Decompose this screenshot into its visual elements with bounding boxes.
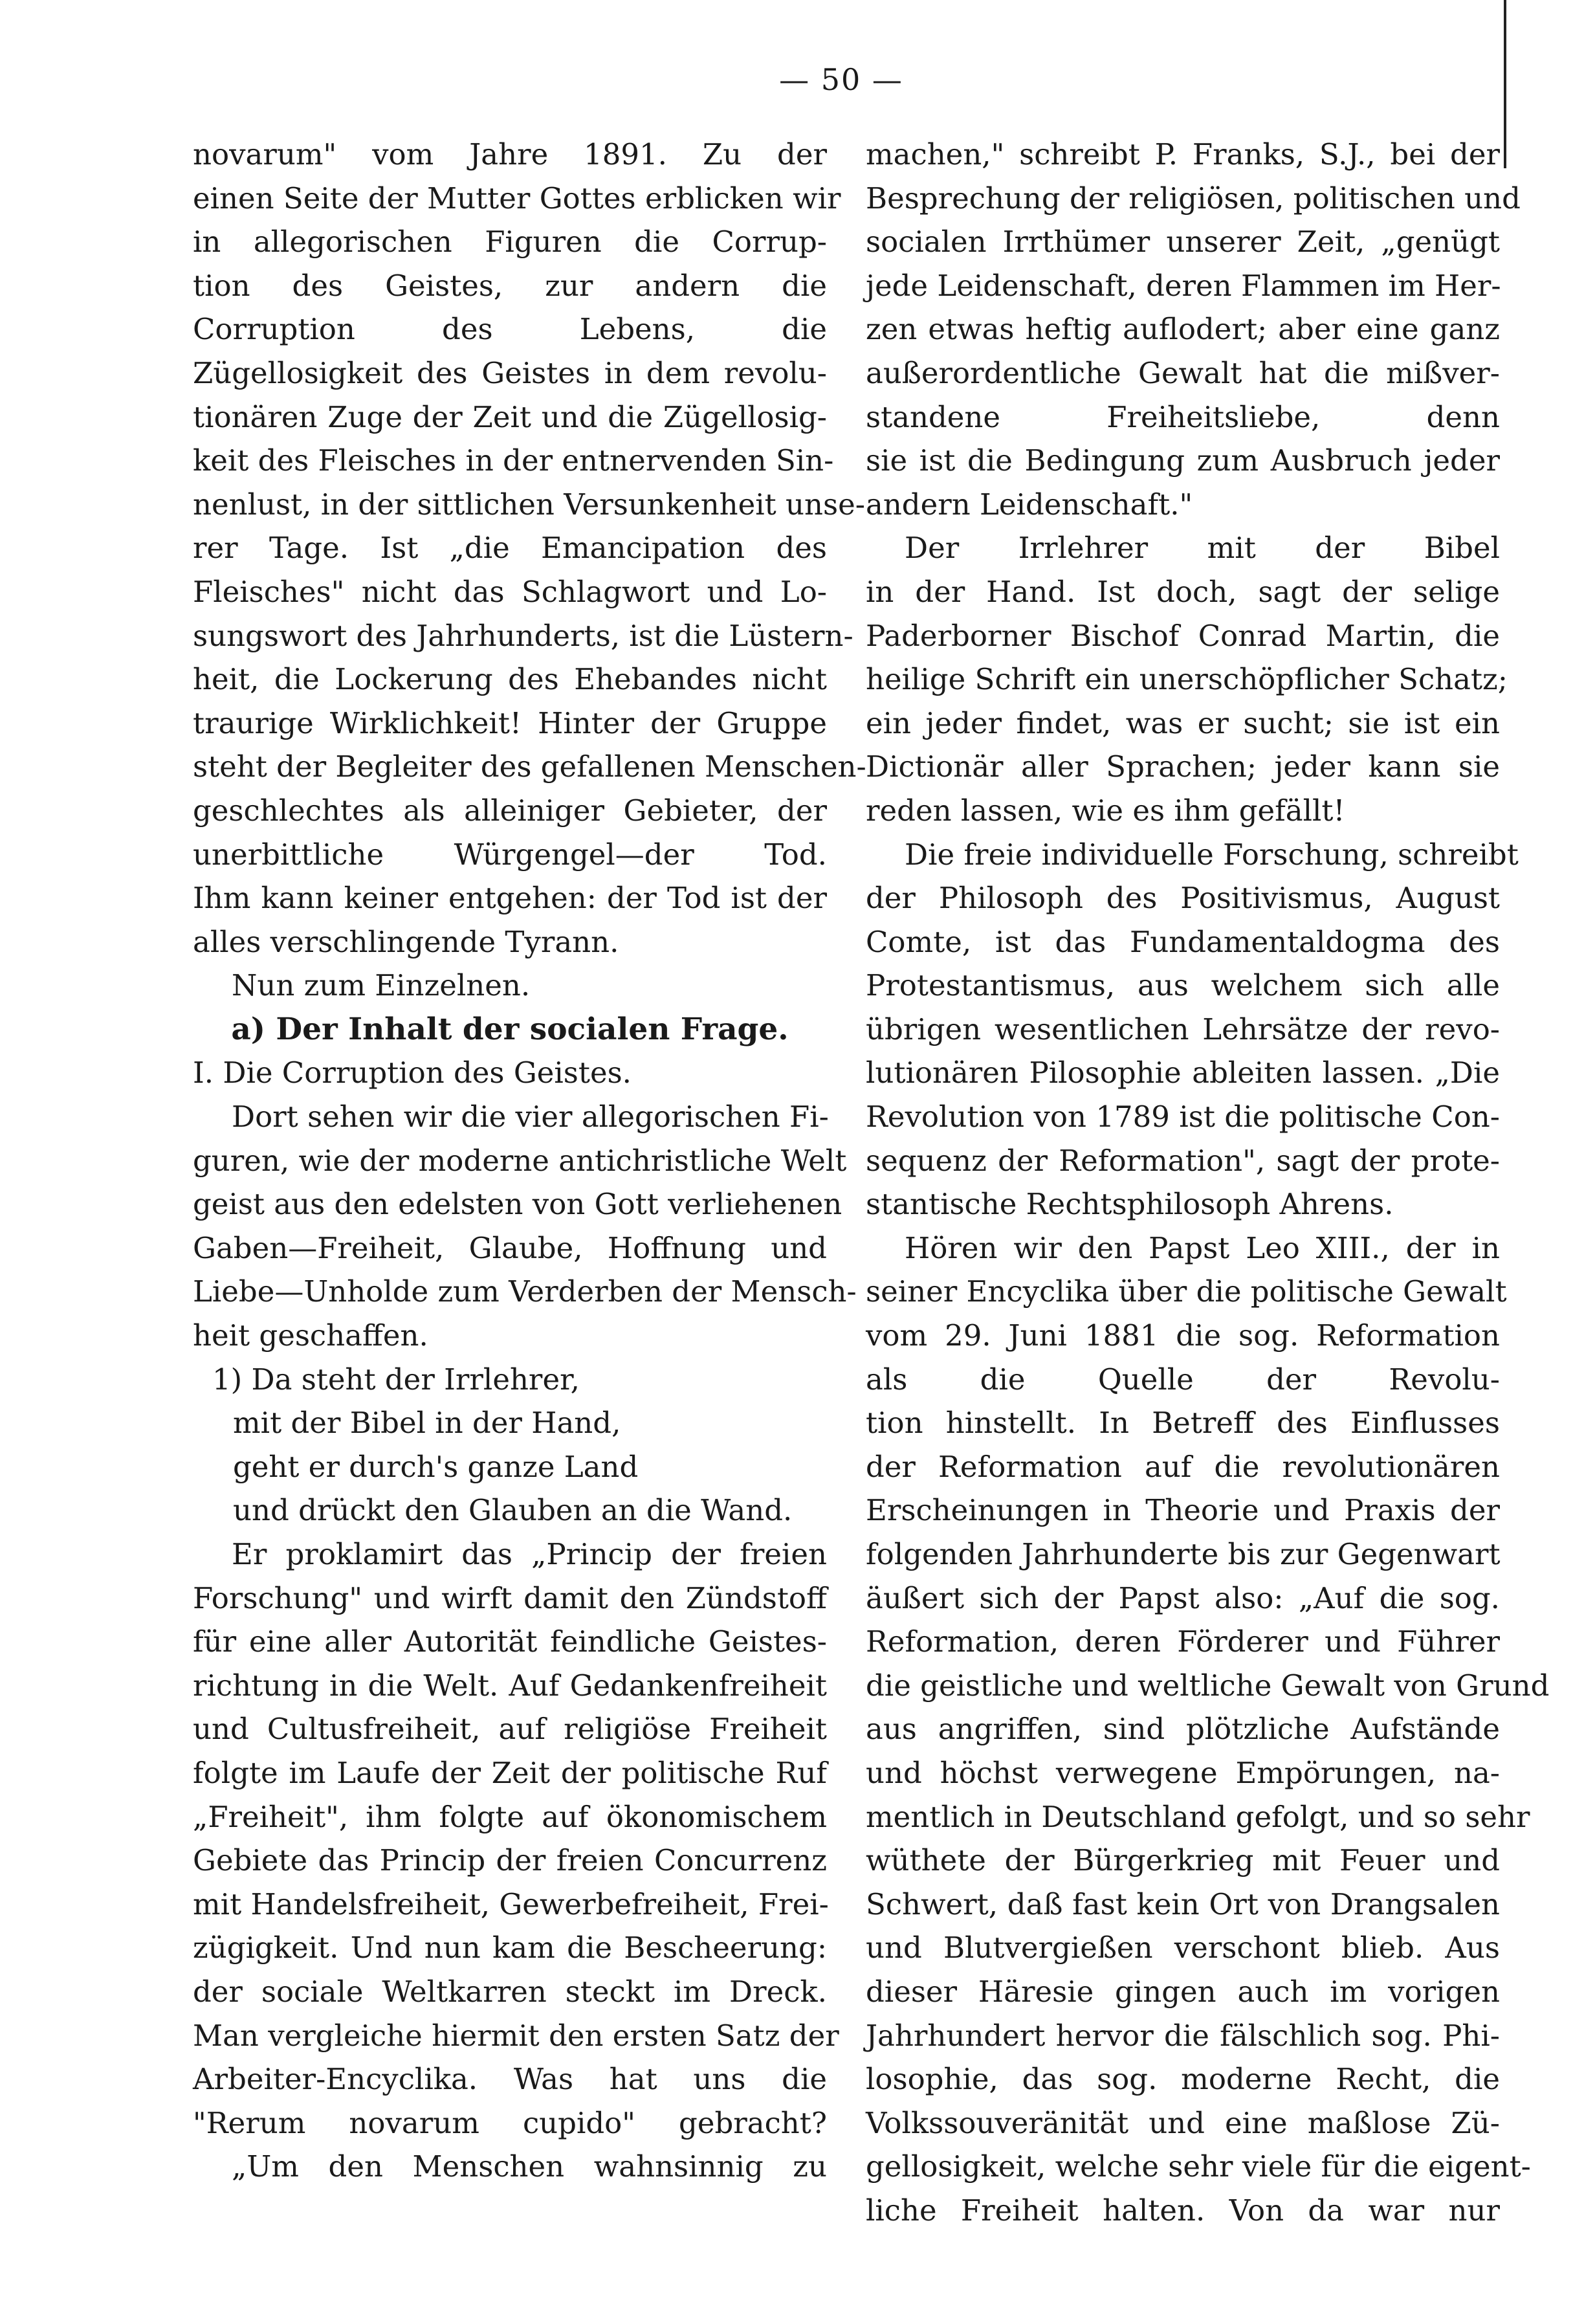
- verse-line: geht er durch's ganze Land: [233, 1449, 639, 1484]
- text-line: guren, wie der moderne antichristliche Welt: [193, 1143, 847, 1178]
- text-line: folgte im Laufe der Zeit der politische Ruf: [193, 1755, 827, 1790]
- text-line: Er proklamirt das „Princip der freien: [232, 1537, 827, 1571]
- text-line: rer Tage. Ist „die Emancipation des: [193, 531, 827, 566]
- text-line: unerbittliche Würgengel—der Tod.: [193, 837, 827, 872]
- verse-line: und drückt den Glauben an die Wand.: [233, 1493, 793, 1528]
- text-line: geist aus den edelsten von Gott verliehenen: [193, 1187, 842, 1222]
- text-line: „Um den Menschen wahnsinnig zu: [232, 2149, 827, 2184]
- text-line: „Freiheit", ihm folgte auf ökonomischem: [193, 1799, 827, 1834]
- text-line: traurige Wirklichkeit! Hinter der Gruppe: [193, 705, 827, 740]
- text-line: Arbeiter-Encyclika. Was hat uns die: [193, 2062, 827, 2097]
- text-line: sungswort des Jahrhunderts, ist die Lüstern-: [193, 618, 853, 653]
- text-line: "Rerum novarum cupido" gebracht?: [193, 2105, 827, 2140]
- text-line: Dort sehen wir die vier allegorischen Fi-: [232, 1100, 829, 1134]
- text-line: Hören wir den Papst Leo XIII., der in: [905, 1230, 1500, 1265]
- text-line: ein jeder findet, was er sucht; sie ist ein: [866, 705, 1500, 740]
- text-line: Man vergleiche hiermit den ersten Satz der: [193, 2018, 839, 2053]
- text-line: andern Leidenschaft.": [866, 487, 1193, 522]
- text-line: zen etwas heftig auflodert; aber eine ganz: [866, 312, 1500, 347]
- text-line: richtung in die Welt. Auf Gedankenfreiheit: [193, 1668, 827, 1703]
- text-line: tion hinstellt. In Betreff des Einflusses: [866, 1406, 1500, 1441]
- text-line: liche Freiheit halten. Von da war nur: [866, 2193, 1500, 2228]
- text-line: socialen Irrthümer unserer Zeit, „genügt: [866, 225, 1500, 260]
- text-line: Reformation, deren Förderer und Führer: [866, 1624, 1500, 1659]
- text-line: Die freie individuelle Forschung, schreibt: [905, 837, 1519, 872]
- text-line: Der Irrlehrer mit der Bibel: [905, 531, 1500, 566]
- text-line: Nun zum Einzelnen.: [232, 968, 531, 1003]
- text-line: Fleisches" nicht das Schlagwort und Lo-: [193, 574, 827, 609]
- text-line: Schwert, daß fast kein Ort von Drangsalen: [866, 1887, 1500, 1921]
- text-line: tionären Zuge der Zeit und die Zügellosig-: [193, 399, 827, 434]
- text-line: seiner Encyclika über die politische Gewalt: [866, 1274, 1507, 1309]
- page-number: — 50 —: [779, 62, 903, 97]
- text-line: Jahrhundert hervor die fälschlich sog. Phi-: [866, 2018, 1500, 2053]
- text-line: reden lassen, wie es ihm gefällt!: [866, 793, 1345, 828]
- text-line: Forschung" und wirft damit den Zündstoff: [193, 1580, 827, 1615]
- text-line: geschlechtes als alleiniger Gebieter, der: [193, 793, 827, 828]
- text-line: mit Handelsfreiheit, Gewerbefreiheit, Frei-: [193, 1887, 829, 1921]
- text-line: Zügellosigkeit des Geistes in dem revolu-: [193, 355, 827, 390]
- text-line: losophie, das sog. moderne Recht, die: [866, 2062, 1500, 2097]
- text-line: der Reformation auf die revolutionären: [866, 1449, 1500, 1484]
- text-line: aus angriffen, sind plötzliche Aufstände: [866, 1712, 1500, 1747]
- text-line: standene Freiheitsliebe, denn: [866, 399, 1500, 434]
- text-line: gellosigkeit, welche sehr viele für die eigent-: [866, 2149, 1531, 2184]
- text-line: und Cultusfreiheit, auf religiöse Freiheit: [193, 1712, 827, 1747]
- text-line: Liebe—Unholde zum Verderben der Mensch-: [193, 1274, 857, 1309]
- text-line: Gebiete das Princip der freien Concurrenz: [193, 1843, 827, 1878]
- text-line: Revolution von 1789 ist die politische Con-: [866, 1100, 1500, 1134]
- text-line: der sociale Weltkarren steckt im Dreck.: [193, 1974, 827, 2009]
- text-line: einen Seite der Mutter Gottes erblicken wir: [193, 181, 841, 216]
- text-line: für eine aller Autorität feindliche Geistes-: [193, 1624, 827, 1659]
- text-line: sie ist die Bedingung zum Ausbruch jeder: [866, 443, 1500, 478]
- verse-line: 1) Da steht der Irrlehrer,: [212, 1362, 580, 1397]
- text-line: Paderborner Bischof Conrad Martin, die: [866, 618, 1500, 653]
- text-line: nenlust, in der sittlichen Versunkenheit unse-: [193, 487, 865, 522]
- left-column: [193, 133, 866, 2189]
- text-line: Protestantismus, aus welchem sich alle: [866, 968, 1500, 1003]
- text-line: steht der Begleiter des gefallenen Menschen-: [193, 749, 866, 784]
- text-line: in allegorischen Figuren die Corrup-: [193, 225, 827, 260]
- text-line: als die Quelle der Revolu-: [866, 1362, 1500, 1397]
- section-heading: a) Der Inhalt der socialen Frage.: [231, 1011, 789, 1047]
- text-line: mentlich in Deutschland gefolgt, und so sehr: [866, 1799, 1530, 1834]
- text-line: dieser Häresie gingen auch im vorigen: [866, 1974, 1500, 2009]
- text-line: zügigkeit. Und nun kam die Bescheerung:: [193, 1931, 827, 1965]
- text-line: folgenden Jahrhunderte bis zur Gegenwart: [866, 1537, 1501, 1571]
- subsection-heading: I. Die Corruption des Geistes.: [193, 1056, 632, 1090]
- text-line: novarum" vom Jahre 1891. Zu der: [193, 137, 827, 172]
- text-line: lutionären Pilosophie ableiten lassen. „Die: [866, 1056, 1500, 1090]
- text-line: heit geschaffen.: [193, 1318, 428, 1353]
- text-line: vom 29. Juni 1881 die sog. Reformation: [866, 1318, 1500, 1353]
- text-line: wüthete der Bürgerkrieg mit Feuer und: [866, 1843, 1500, 1878]
- verse-line: mit der Bibel in der Hand,: [233, 1406, 621, 1441]
- text-line: äußert sich der Papst also: „Auf die sog.: [866, 1580, 1500, 1615]
- text-line: und Blutvergießen verschont blieb. Aus: [866, 1931, 1500, 1965]
- text-line: stantische Rechtsphilosoph Ahrens.: [866, 1187, 1394, 1222]
- page-edge-rule: [1504, 0, 1506, 168]
- text-line: der Philosoph des Positivismus, August: [866, 881, 1500, 916]
- text-line: Comte, ist das Fundamentaldogma des: [866, 924, 1500, 959]
- text-line: Gaben—Freiheit, Glaube, Hoffnung und: [193, 1230, 827, 1265]
- text-line: heilige Schrift ein unerschöpflicher Schatz;: [866, 662, 1508, 697]
- text-line: die geistliche und weltliche Gewalt von Grund: [866, 1668, 1550, 1703]
- text-line: keit des Fleisches in der entnervenden Sin-: [193, 443, 834, 478]
- text-line: übrigen wesentlichen Lehrsätze der revo-: [866, 1012, 1500, 1046]
- text-line: machen," schreibt P. Franks, S.J., bei der: [866, 137, 1500, 172]
- right-column: [866, 133, 1550, 2233]
- text-line: in der Hand. Ist doch, sagt der selige: [866, 574, 1500, 609]
- text-line: jede Leidenschaft, deren Flammen im Her-: [866, 268, 1501, 303]
- text-line: heit, die Lockerung des Ehebandes nicht: [193, 662, 827, 697]
- text-line: alles verschlingende Tyrann.: [193, 924, 619, 959]
- text-line: Dictionär aller Sprachen; jeder kann sie: [866, 749, 1500, 784]
- text-line: Besprechung der religiösen, politischen und: [866, 181, 1521, 216]
- text-line: Volkssouveränität und eine maßlose Zü-: [866, 2105, 1500, 2140]
- text-line: Erscheinungen in Theorie und Praxis der: [866, 1493, 1500, 1528]
- text-line: tion des Geistes, zur andern die: [193, 268, 827, 303]
- text-line: und höchst verwegene Empörungen, na-: [866, 1755, 1500, 1790]
- text-line: sequenz der Reformation", sagt der prote-: [866, 1143, 1500, 1178]
- text-line: Ihm kann keiner entgehen: der Tod ist der: [193, 881, 827, 916]
- text-line: außerordentliche Gewalt hat die mißver-: [866, 355, 1500, 390]
- text-line: Corruption des Lebens, die: [193, 312, 827, 347]
